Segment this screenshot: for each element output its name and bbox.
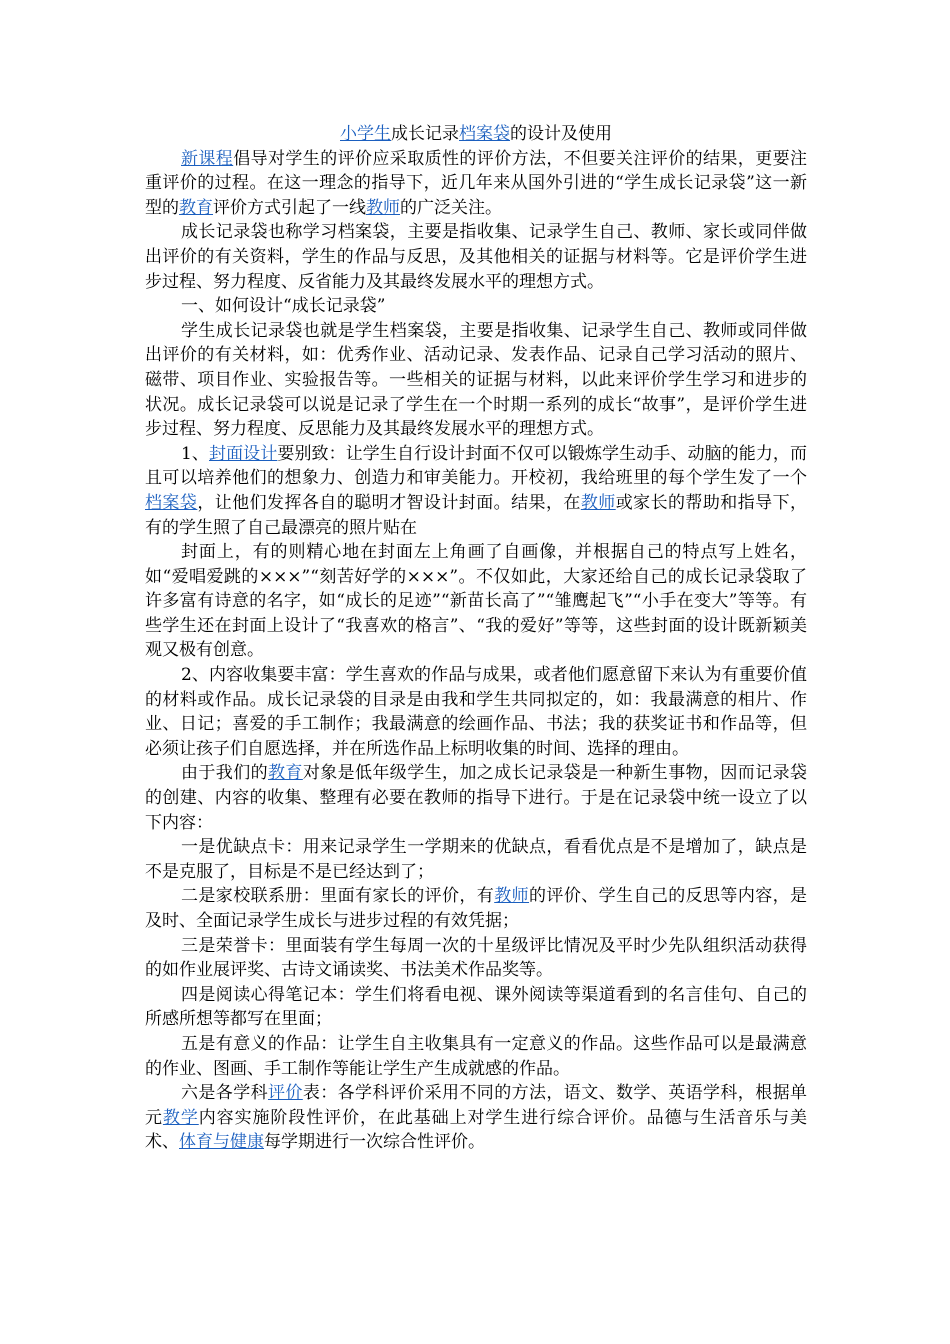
hyperlink[interactable]: 教育 — [268, 763, 303, 784]
text-run: 一、如何设计“成长记录袋” — [181, 296, 386, 317]
text-run: 内容实施阶段性评价，在此基础上对学生进行综合评价。品德与生活音乐与美术、 — [145, 1107, 808, 1153]
text-run: 1、 — [181, 443, 209, 464]
text-run: 评价方式引起了一线 — [213, 197, 366, 218]
document-body — [145, 122, 807, 1155]
paragraph — [145, 761, 807, 835]
text-run: 四是阅读心得笔记本：学生们将看电视、课外阅读等渠道看到的名言佳句、自己的所感所想等都写在里面； — [145, 984, 807, 1030]
hyperlink[interactable]: 封面设计 — [209, 443, 278, 464]
paragraph — [145, 884, 807, 933]
paragraph — [145, 319, 807, 442]
paragraph — [145, 540, 807, 663]
hyperlink[interactable]: 小学生 — [340, 124, 391, 144]
hyperlink[interactable]: 新课程 — [181, 148, 234, 169]
text-run: 五是有意义的作品：让学生自主收集具有一定意义的作品。这些作品可以是最满意的作业、图画、手工制作等能让学生产生成就感的作品。 — [145, 1033, 807, 1079]
text-run: 的广泛关注。 — [400, 197, 502, 218]
hyperlink[interactable]: 教学 — [162, 1107, 199, 1128]
text-run: 封面上，有的则精心地在封面左上角画了自画像，并根据自己的特点写上姓名，如“爱唱爱跳的×××”“刻苦好学的×××”。不仅如此，大家还给自己的成长记录袋取了许多富有诗意的名字，如“成长的足迹”“新苗长高了”“雏鹰起飞”“小手在变大”等等。有些学生还在封面上设计了“我喜欢的格言”、“我的爱好”等等，这些封面的设计既新颖美观又极有创意。 — [145, 542, 807, 661]
text-run: 的评价、学生自己的反思等内容，是及时、全面记录学生成长与进步过程的有效凭据； — [145, 886, 808, 931]
text-run: 成长记录 — [391, 124, 459, 144]
text-run: 的设计及使用 — [510, 124, 612, 144]
paragraph — [145, 1032, 807, 1081]
hyperlink[interactable]: 教育 — [179, 197, 213, 218]
paragraph — [145, 983, 807, 1032]
hyperlink[interactable]: 教师 — [366, 197, 400, 218]
paragraph — [145, 220, 807, 294]
text-run: 由于我们的 — [181, 763, 268, 784]
hyperlink[interactable]: 档案袋 — [145, 492, 198, 513]
paragraph — [145, 442, 807, 540]
text-run: 一是优缺点卡：用来记录学生一学期来的优缺点，看看优点是不是增加了，缺点是不是克服了，目标是不是已经达到了； — [145, 837, 807, 882]
hyperlink[interactable]: 教师 — [494, 886, 530, 907]
text-run: ，让他们发挥各自的聪明才智设计封面。结果，在 — [197, 492, 581, 513]
text-run: 或家长的帮助和指导下，有的学生照了自己最漂亮的照片贴在 — [145, 492, 808, 538]
text-run: 三是荣誉卡：里面装有学生每周一次的十星级评比情况及平时少先队组织活动获得的如作业展评奖、古诗文诵读奖、书法美术作品奖等。 — [145, 935, 807, 981]
text-run: 学生成长记录袋也就是学生档案袋，主要是指收集、记录学生自己、教师或同伴做出评价的有关材料，如：优秀作业、活动记录、发表作品、记录自己学习活动的照片、磁带、项目作业、实验报告等。一些相关的证据与材料，以此来评价学生学习和进步的状况。成长记录袋可以说是记录了学生在一个时期一系列的成长“故事”，是评价学生进步过程、努力程度、反思能力及其最终发展水平的理想方式。 — [145, 320, 807, 440]
paragraph — [145, 1081, 807, 1155]
text-run: 倡导对学生的评价应采取质性的评价方法，不但要关注评价的结果，更要注重评价的过程。在这一理念的指导下，近几年来从国外引进的“学生成长记录袋”这一新型的 — [145, 148, 808, 218]
paragraph — [145, 934, 807, 983]
text-run: 成长记录袋也称学习档案袋，主要是指收集、记录学生自己、教师、家长或同伴做出评价的有关资料，学生的作品与反思，及其他相关的证据与材料等。它是评价学生进步过程、努力程度、反省能力及其最终发展水平的理想方式。 — [145, 222, 807, 292]
paragraph — [145, 663, 807, 761]
paragraph — [145, 147, 807, 221]
paragraph — [145, 835, 807, 884]
hyperlink[interactable]: 体育与健康 — [179, 1132, 264, 1153]
text-run: 表：各学科评价采用不同的方法，语文、数学、英语学科，根据单元 — [145, 1083, 808, 1128]
text-run: 2、内容收集要丰富：学生喜欢的作品与成果，或者他们愿意留下来认为有重要价值的材料或作品。成长记录袋的目录是由我和学生共同拟定的，如：我最满意的相片、作业、日记；喜爱的手工制作；我最满意的绘画作品、书法；我的获奖证书和作品等，但必须让孩子们自愿选择，并在所选作品上标明收集的时间、选择的理由。 — [145, 665, 807, 759]
text-run: 要别致：让学生自行设计封面不仅可以锻炼学生动手、动脑的能力，而且可以培养他们的想象力、创造力和审美能力。开校初，我给班里的每个学生发了一个 — [145, 443, 808, 489]
hyperlink[interactable]: 教师 — [580, 492, 616, 513]
text-run: 二是家校联系册：里面有家长的评价，有 — [181, 886, 495, 907]
hyperlink[interactable]: 档案袋 — [459, 124, 510, 144]
paragraph-list — [145, 147, 807, 1155]
hyperlink[interactable]: 评价 — [268, 1083, 303, 1104]
paragraph — [145, 294, 807, 319]
text-run: 六是各学科 — [181, 1083, 268, 1104]
text-run: 每学期进行一次综合性评价。 — [264, 1132, 485, 1153]
text-run: 对象是低年级学生，加之成长记录袋是一种新生事物，因而记录袋的创建、内容的收集、整理有必要在教师的指导下进行。于是在记录袋中统一设立了以下内容： — [145, 763, 808, 833]
document-title — [145, 122, 807, 147]
